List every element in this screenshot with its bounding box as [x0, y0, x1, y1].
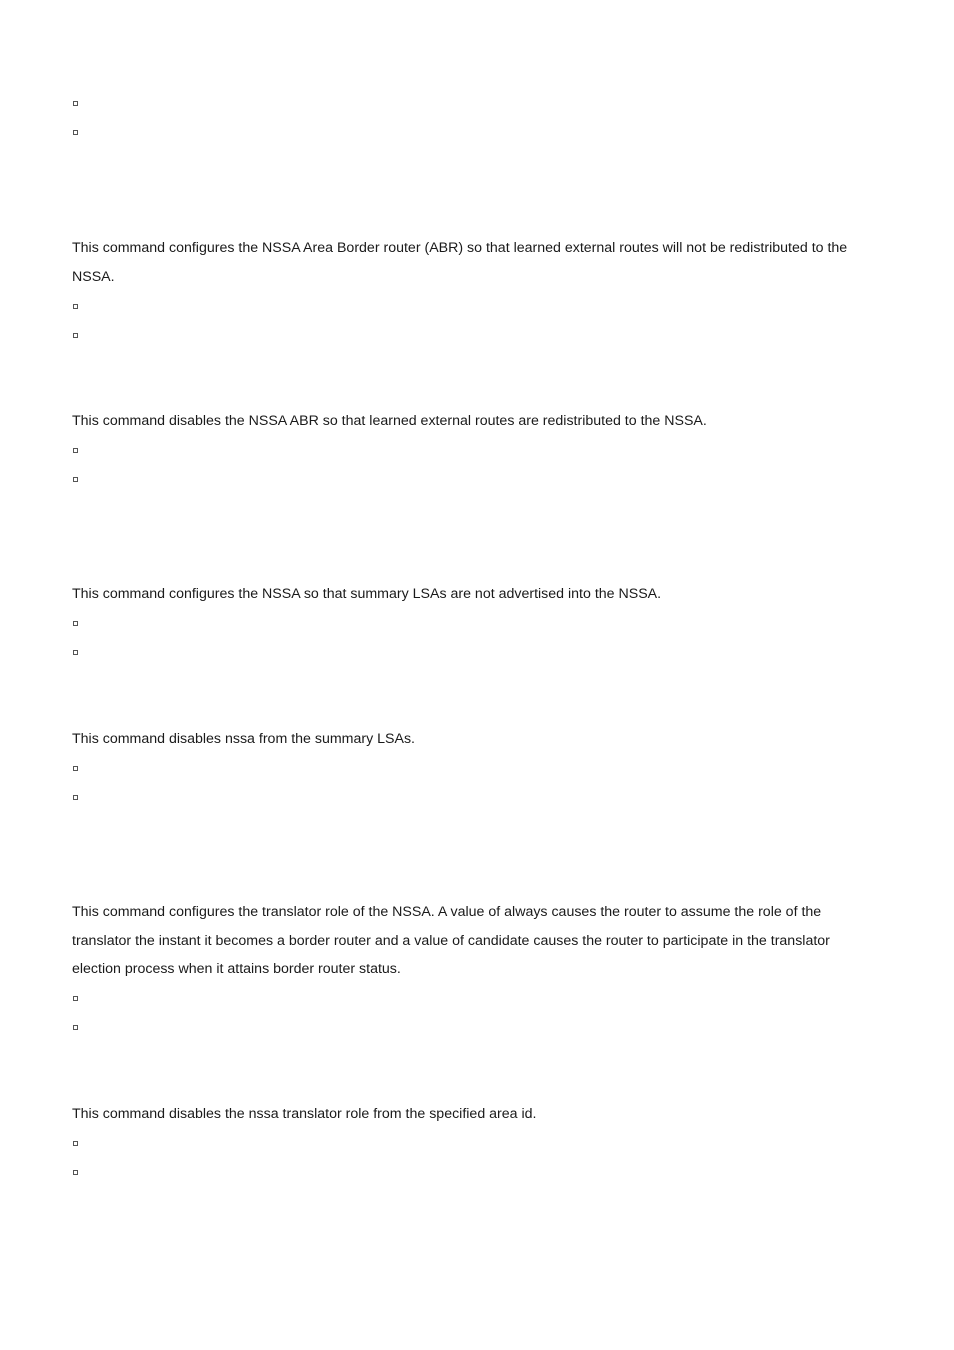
bullet-square-icon: [73, 621, 78, 626]
bullet-square-icon: [73, 996, 78, 1001]
bullet-square-icon: [73, 795, 78, 800]
command-description: This command disables nssa from the summary LSAs.: [72, 731, 415, 747]
bullet-square-icon: [73, 766, 78, 771]
command-description: This command configures the NSSA so that summary LSAs are not advertised into the NSSA.: [72, 586, 662, 602]
bullet-square-icon: [73, 1170, 78, 1175]
bullet-square-icon: [73, 101, 78, 106]
bullet-square-icon: [73, 333, 78, 338]
bullet-square-icon: [73, 304, 78, 309]
bullet-square-icon: [73, 1025, 78, 1030]
command-description: This command disables the nssa translator role from the specified area id.: [72, 1106, 537, 1122]
command-description: This command configures the translator role of the NSSA. A value of always causes the router to assume the role of the translator the instant it becomes a border router and a value of candidate causes the router to participate in the translator election process when it attains border router status.: [72, 904, 830, 978]
command-description: This command disables the NSSA ABR so that learned external routes are redistributed to the NSSA.: [72, 413, 707, 429]
bullet-square-icon: [73, 650, 78, 655]
bullet-square-icon: [73, 477, 78, 482]
command-description: This command configures the NSSA Area Border router (ABR) so that learned external routes will not be redistributed to the NSSA.: [72, 240, 848, 285]
bullet-square-icon: [73, 130, 78, 135]
bullet-square-icon: [73, 448, 78, 453]
bullet-square-icon: [73, 1141, 78, 1146]
